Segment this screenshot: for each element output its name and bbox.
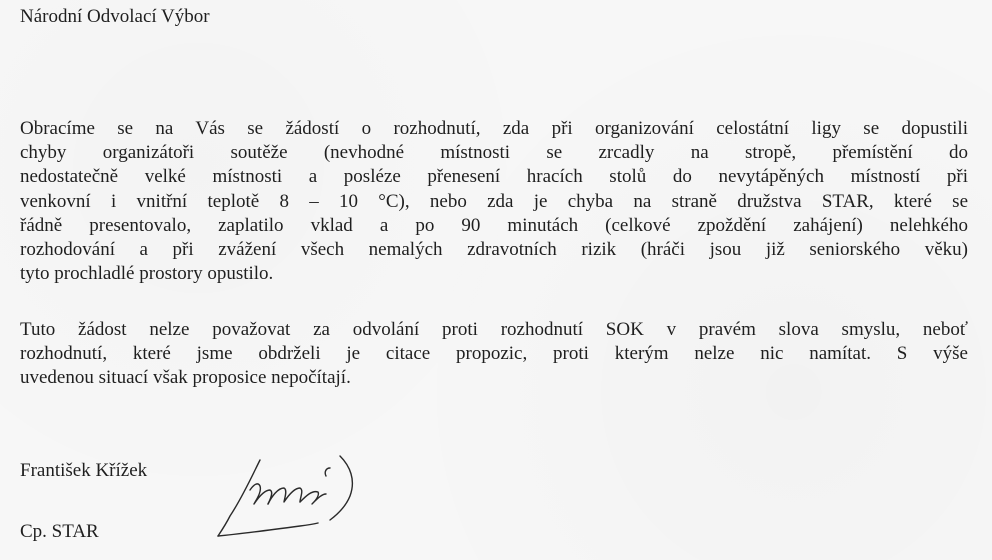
paragraph-line: rozhodnutí, které jsme obdrželi je citace propozic, proti kterým nelze nic namítat. S výše	[20, 343, 968, 365]
signatory-name: František Křížek	[20, 460, 148, 481]
paragraph-line: venkovní i vnitřní teplotě 8 – 10 °C), nebo zda je chyba na straně družstva STAR, které se	[20, 190, 968, 212]
paragraph-line: tyto prochladlé prostory opustilo.	[20, 263, 274, 285]
paragraph-request	[20, 117, 968, 286]
paragraph-line: Tuto žádost nelze považovat za odvolání proti rozhodnutí SOK v pravém slova smyslu, neboť	[20, 319, 968, 340]
paragraph-line: chyby organizátoři soutěže (nevhodné místnosti se zrcadly na stropě, přemístění do	[20, 142, 968, 164]
handwritten-signature	[200, 446, 370, 546]
paragraph-line: nedostatečně velké místnosti a posléze přenesení hracích stolů do nevytápěných místností při	[20, 166, 968, 188]
addressee: Národní Odvolací Výbor	[20, 6, 210, 27]
paragraph-line: Obracíme se na Vás se žádostí o rozhodnutí, zda při organizování celostátní ligy se dopustili	[20, 118, 968, 139]
paragraph-clarification	[20, 318, 968, 391]
paragraph-line: řádně presentovalo, zaplatilo vklad a po 90 minutách (celkové zpoždění zahájení) nelehkého	[20, 214, 968, 236]
signatory-organization: Cp. STAR	[20, 521, 99, 542]
paragraph-line: uvedenou situací však proposice nepočítají.	[20, 367, 351, 389]
paragraph-line: rozhodování a při zvážení všech nemalých zdravotních rizik (hráči jsou již seniorského věku)	[20, 239, 968, 261]
